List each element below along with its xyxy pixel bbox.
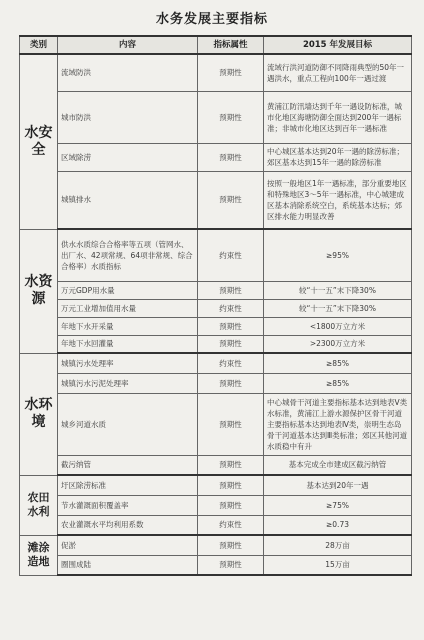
header-goal: 2015 年发展目标 bbox=[264, 36, 412, 54]
table-row bbox=[20, 143, 412, 171]
table-row bbox=[20, 91, 412, 143]
goal-cell: <1800万立方米 bbox=[264, 317, 412, 335]
goal-cell: 流域行洪河道防御不同降雨典型的50年一遇洪水，重点工程向100年一遇过渡 bbox=[264, 54, 412, 91]
goal-cell: 基本达到20年一遇 bbox=[264, 475, 412, 495]
attribute-cell: 预期性 bbox=[198, 171, 264, 229]
indicator-cell: 万元工业增加值用水量 bbox=[58, 299, 198, 317]
header-category: 类别 bbox=[20, 36, 58, 54]
table-row bbox=[20, 393, 412, 455]
indicator-cell: 年地下水回灌量 bbox=[58, 335, 198, 353]
indicator-cell: 圈围成陆 bbox=[58, 555, 198, 575]
attribute-cell: 预期性 bbox=[198, 54, 264, 91]
category-cell: 农田水利 bbox=[20, 475, 58, 535]
indicator-cell: 供水水质综合合格率等五项（管网水、出厂水、42项常规、64项非常规、综合合格率）水质指标 bbox=[58, 229, 198, 281]
indicator-cell: 城乡河道水质 bbox=[58, 393, 198, 455]
indicator-cell: 圩区除涝标准 bbox=[58, 475, 198, 495]
goal-cell: ≥75% bbox=[264, 495, 412, 515]
table-row bbox=[20, 317, 412, 335]
header-content: 内容 bbox=[58, 36, 198, 54]
attribute-cell: 预期性 bbox=[198, 91, 264, 143]
goal-cell: 基本完成全市建成区截污纳管 bbox=[264, 455, 412, 475]
attribute-cell: 预期性 bbox=[198, 555, 264, 575]
indicator-cell: 促淤 bbox=[58, 535, 198, 555]
indicator-cell: 城镇排水 bbox=[58, 171, 198, 229]
goal-cell: 按照一般地区1年一遇标准，部分重要地区和特殊地区3～5年一遇标准，中心城建成区基本消除系统空白，系统基本达标；郊区排水能力明显改善 bbox=[264, 171, 412, 229]
table-row bbox=[20, 54, 412, 91]
table-row bbox=[20, 335, 412, 353]
goal-cell: ≥85% bbox=[264, 373, 412, 393]
table-row bbox=[20, 229, 412, 281]
table-row bbox=[20, 281, 412, 299]
attribute-cell: 预期性 bbox=[198, 143, 264, 171]
attribute-cell: 预期性 bbox=[198, 335, 264, 353]
indicator-cell: 截污纳管 bbox=[58, 455, 198, 475]
attribute-cell: 预期性 bbox=[198, 495, 264, 515]
goal-cell: 中心城骨干河道主要指标基本达到地表Ⅴ类水标准，黄浦江上游水源保护区骨干河道主要指标基本达到地表Ⅳ类，崇明生态岛骨干河道基本达到Ⅲ类标准；郊区其他河道水质稳中有升 bbox=[264, 393, 412, 455]
category-cell: 水资源 bbox=[20, 229, 58, 353]
category-cell: 水安全 bbox=[20, 54, 58, 229]
table-row bbox=[20, 353, 412, 373]
goal-cell: >2300万立方米 bbox=[264, 335, 412, 353]
goal-cell: 28万亩 bbox=[264, 535, 412, 555]
document-title: 水务发展主要指标 bbox=[155, 12, 268, 27]
attribute-cell: 预期性 bbox=[198, 535, 264, 555]
table-row bbox=[20, 555, 412, 575]
goal-cell: ≥85% bbox=[264, 353, 412, 373]
goal-cell: 较“十一五”末下降30% bbox=[264, 281, 412, 299]
table-row bbox=[20, 515, 412, 535]
goal-cell: 黄浦江防汛墙达到千年一遇设防标准，城市化地区海塘防御全面达到200年一遇标准；非城市化地区达到百年一遇标准 bbox=[264, 91, 412, 143]
category-cell: 滩涂造地 bbox=[20, 535, 58, 575]
attribute-cell: 约束性 bbox=[198, 229, 264, 281]
table-row bbox=[20, 535, 412, 555]
table-row bbox=[20, 455, 412, 475]
attribute-cell: 预期性 bbox=[198, 281, 264, 299]
table-row bbox=[20, 171, 412, 229]
header-attribute: 指标属性 bbox=[198, 36, 264, 54]
goal-cell: 中心城区基本达到20年一遇的除涝标准；郊区基本达到15年一遇的除涝标准 bbox=[264, 143, 412, 171]
indicator-cell: 区域除涝 bbox=[58, 143, 198, 171]
table-header-row bbox=[20, 36, 412, 54]
indicator-cell: 城市防洪 bbox=[58, 91, 198, 143]
goal-cell: 较“十一五”末下降30% bbox=[264, 299, 412, 317]
table-row bbox=[20, 495, 412, 515]
goal-cell: ≥95% bbox=[264, 229, 412, 281]
attribute-cell: 预期性 bbox=[198, 455, 264, 475]
attribute-cell: 约束性 bbox=[198, 515, 264, 535]
goal-cell: ≥0.73 bbox=[264, 515, 412, 535]
indicator-cell: 农业灌溉水平均利用系数 bbox=[58, 515, 198, 535]
indicator-cell: 年地下水开采量 bbox=[58, 317, 198, 335]
attribute-cell: 预期性 bbox=[198, 475, 264, 495]
attribute-cell: 约束性 bbox=[198, 353, 264, 373]
indicator-cell: 城镇污水污泥处理率 bbox=[58, 373, 198, 393]
indicator-cell: 万元GDP用水量 bbox=[58, 281, 198, 299]
indicator-cell: 城镇污水处理率 bbox=[58, 353, 198, 373]
table-row bbox=[20, 475, 412, 495]
category-cell: 水环境 bbox=[20, 353, 58, 475]
attribute-cell: 预期性 bbox=[198, 373, 264, 393]
goal-cell: 15万亩 bbox=[264, 555, 412, 575]
table-row bbox=[20, 373, 412, 393]
indicator-cell: 节水灌溉面积覆盖率 bbox=[58, 495, 198, 515]
attribute-cell: 预期性 bbox=[198, 317, 264, 335]
attribute-cell: 预期性 bbox=[198, 393, 264, 455]
indicator-table bbox=[19, 35, 412, 576]
indicator-cell: 流域防洪 bbox=[58, 54, 198, 91]
table-row bbox=[20, 299, 412, 317]
attribute-cell: 约束性 bbox=[198, 299, 264, 317]
